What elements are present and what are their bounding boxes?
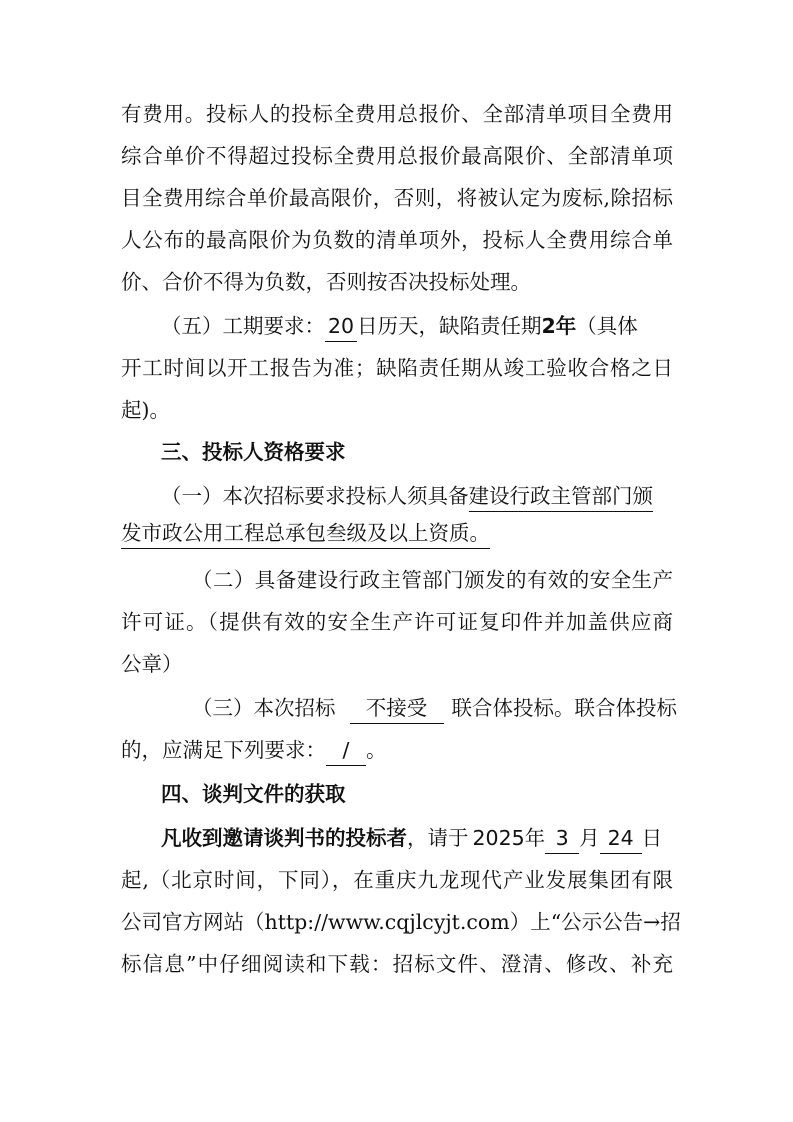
text-line [0, 902, 793, 942]
text-line [0, 348, 793, 388]
text-line [0, 818, 793, 858]
text-line [0, 220, 793, 260]
paragraph-text: （具体 [576, 314, 638, 338]
paragraph-text: （一）本次招标要求投标人须具备 [161, 484, 469, 508]
paragraph-text: 的，应满足下列要求： [121, 738, 326, 762]
days-value: 20 [325, 311, 357, 342]
text-line [0, 730, 793, 770]
heading-text: 三、投标人资格要求 [161, 440, 346, 464]
paragraph-text: 公司官方网站（http://www.cqjlcyjt.com）上“公示公告→招 [121, 910, 681, 934]
paragraph-text: 联合体投标。联合体投标 [451, 696, 677, 720]
qualification-text: 建设行政主管部门颁 [469, 481, 654, 512]
requirements-value: / [326, 735, 366, 766]
paragraph-text: 开工时间以开工报告为准；缺陷责任期从竣工验收合格之日 [121, 356, 673, 380]
date-year: 2025 [472, 826, 525, 850]
paragraph-text: 许可证。（提供有效的安全生产许可证复印件并加盖供应商 [121, 610, 673, 634]
paragraph-text: 公章） [121, 652, 183, 676]
text-line [0, 644, 793, 684]
paragraph-text: 凡收到邀请谈判书的投标者 [161, 826, 407, 850]
paragraph-text: 价、合价不得为负数，否则按否决投标处理。 [121, 270, 531, 294]
paragraph-text: 年 [524, 826, 546, 850]
paragraph-text: 月 [579, 826, 600, 850]
section-heading [0, 774, 793, 814]
text-line [0, 178, 793, 218]
text-line [0, 306, 793, 346]
date-day: 24 [600, 823, 642, 854]
section-heading [0, 432, 793, 472]
text-line [0, 390, 793, 430]
text-line [0, 94, 793, 134]
paragraph-text: 日 [641, 826, 663, 850]
consortium-value: 不接受 [350, 693, 444, 724]
paragraph-text: 有费用。投标人的投标全费用总报价、全部清单项目全费用 [121, 102, 673, 126]
text-line [0, 944, 793, 984]
text-line [0, 518, 793, 558]
paragraph-text: 日历天，缺陷责任期 [357, 314, 542, 338]
paragraph-text: 起,（北京时间，下同），在重庆九龙现代产业发展集团有限 [121, 868, 673, 892]
paragraph-text: 。 [366, 738, 387, 762]
qualification-text: 发市政公用工程总承包叁级及以上资质。 [121, 518, 490, 549]
text-line [0, 136, 793, 176]
date-month: 3 [545, 823, 579, 854]
paragraph-text: （三）本次招标 [192, 696, 336, 720]
paragraph-text: 起)。 [121, 398, 170, 422]
paragraph-text: 综合单价不得超过投标全费用总报价最高限价、全部清单项 [121, 144, 673, 168]
text-line [0, 476, 793, 516]
paragraph-text: （五）工期要求： [161, 314, 325, 338]
text-line [0, 560, 793, 600]
text-line [0, 602, 793, 642]
text-line [0, 688, 793, 728]
paragraph-text: 人公布的最高限价为负数的清单项外，投标人全费用综合单 [121, 228, 673, 252]
warranty-years: 2年 [541, 314, 577, 338]
text-line [0, 860, 793, 900]
paragraph-text: ，请于 [407, 826, 469, 850]
paragraph-text: 目全费用综合单价最高限价，否则，将被认定为废标,除招标 [121, 186, 673, 210]
paragraph-text: 标信息”中仔细阅读和下载：招标文件、澄清、修改、补充 [121, 952, 673, 976]
heading-text: 四、谈判文件的获取 [161, 782, 346, 806]
paragraph-text: （二）具备建设行政主管部门颁发的有效的安全生产 [192, 568, 673, 592]
text-line [0, 262, 793, 302]
